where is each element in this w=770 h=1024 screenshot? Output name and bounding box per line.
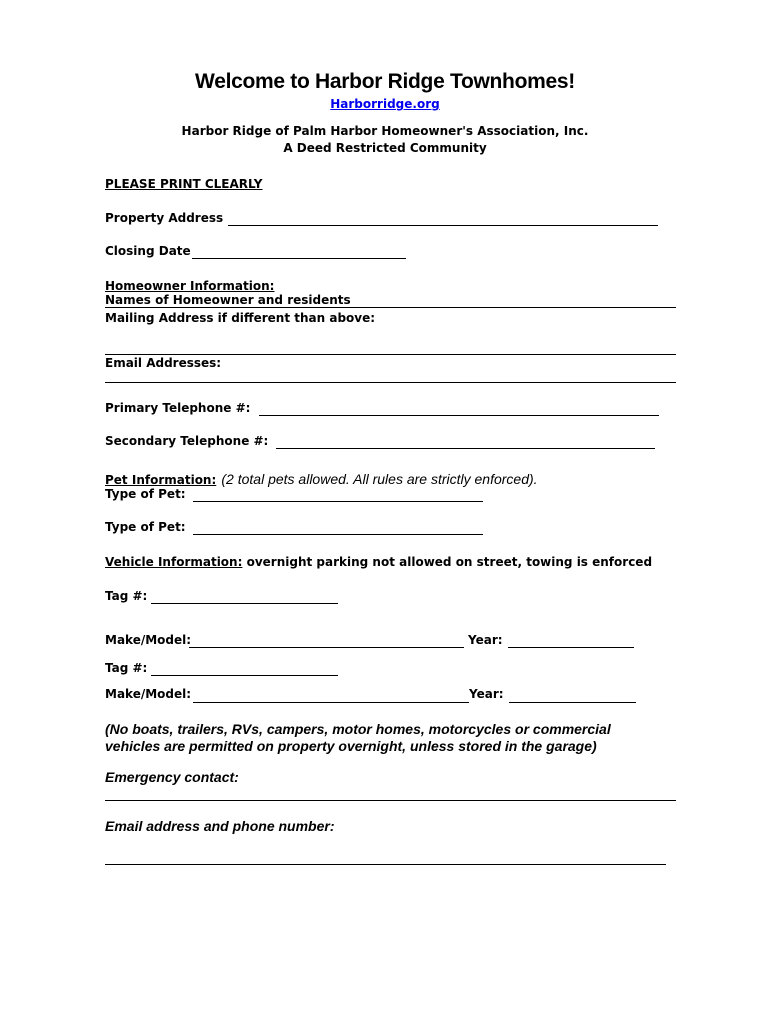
pet-info-row <box>105 469 538 488</box>
closing-date-label: Closing Date <box>105 244 191 258</box>
pet-info-heading: Pet Information: <box>105 473 217 487</box>
pet-type-label-1: Type of Pet: <box>105 487 186 501</box>
make-model-label-1: Make/Model: <box>105 633 192 647</box>
emergency-contact-label: Emergency contact: <box>105 769 239 785</box>
vehicle-info-heading: Vehicle Information: <box>105 555 243 569</box>
print-instructions: PLEASE PRINT CLEARLY <box>105 177 263 191</box>
tag-label-1: Tag #: <box>105 589 148 603</box>
vehicle-info-note: overnight parking not allowed on street, towing is enforced <box>246 555 653 569</box>
resident-names-label: Names of Homeowner and residents <box>105 293 351 307</box>
year-label-1: Year: <box>468 633 503 647</box>
pet-type-field-1[interactable] <box>193 501 483 502</box>
secondary-phone-label: Secondary Telephone #: <box>105 434 269 448</box>
association-name: Harbor Ridge of Palm Harbor Homeowner's Association, Inc. <box>181 124 589 138</box>
homeowner-heading: Homeowner Information: <box>105 279 275 293</box>
make-model-label-2: Make/Model: <box>105 687 192 701</box>
page-title: Welcome to Harbor Ridge Townhomes! <box>195 70 575 93</box>
year-field-2[interactable] <box>509 702 636 703</box>
email-addresses-field[interactable] <box>105 382 676 383</box>
pet-info-note: (2 total pets allowed. All rules are strictly enforced). <box>221 471 538 487</box>
year-field-1[interactable] <box>508 647 634 648</box>
make-model-field-2[interactable] <box>193 702 469 703</box>
community-subtitle: A Deed Restricted Community <box>283 141 487 155</box>
vehicle-restriction-line-2: vehicles are permitted on property overnight, unless stored in the garage) <box>105 738 597 754</box>
emergency-email-phone-label: Email address and phone number: <box>105 818 335 834</box>
emergency-contact-field[interactable] <box>105 800 676 801</box>
primary-phone-label: Primary Telephone #: <box>105 401 251 415</box>
tag-field-1[interactable] <box>151 603 338 604</box>
property-address-field[interactable] <box>228 225 658 226</box>
tag-field-2[interactable] <box>151 675 338 676</box>
mailing-address-field[interactable] <box>105 354 676 355</box>
email-addresses-label: Email Addresses: <box>105 356 222 370</box>
tag-label-2: Tag #: <box>105 661 148 675</box>
mailing-address-label: Mailing Address if different than above: <box>105 311 376 325</box>
year-label-2: Year: <box>469 687 504 701</box>
resident-names-field[interactable] <box>105 307 676 308</box>
website-link[interactable]: Harborridge.org <box>330 97 440 111</box>
pet-type-label-2: Type of Pet: <box>105 520 186 534</box>
make-model-field-1[interactable] <box>189 647 464 648</box>
vehicle-restriction-line-1: (No boats, trailers, RVs, campers, motor homes, motorcycles or commercial <box>105 721 611 737</box>
pet-type-field-2[interactable] <box>193 534 483 535</box>
vehicle-info-row <box>105 555 652 569</box>
property-address-label: Property Address <box>105 211 224 225</box>
emergency-email-phone-field[interactable] <box>105 864 666 865</box>
secondary-phone-field[interactable] <box>276 448 655 449</box>
primary-phone-field[interactable] <box>259 415 659 416</box>
closing-date-field[interactable] <box>192 258 406 259</box>
